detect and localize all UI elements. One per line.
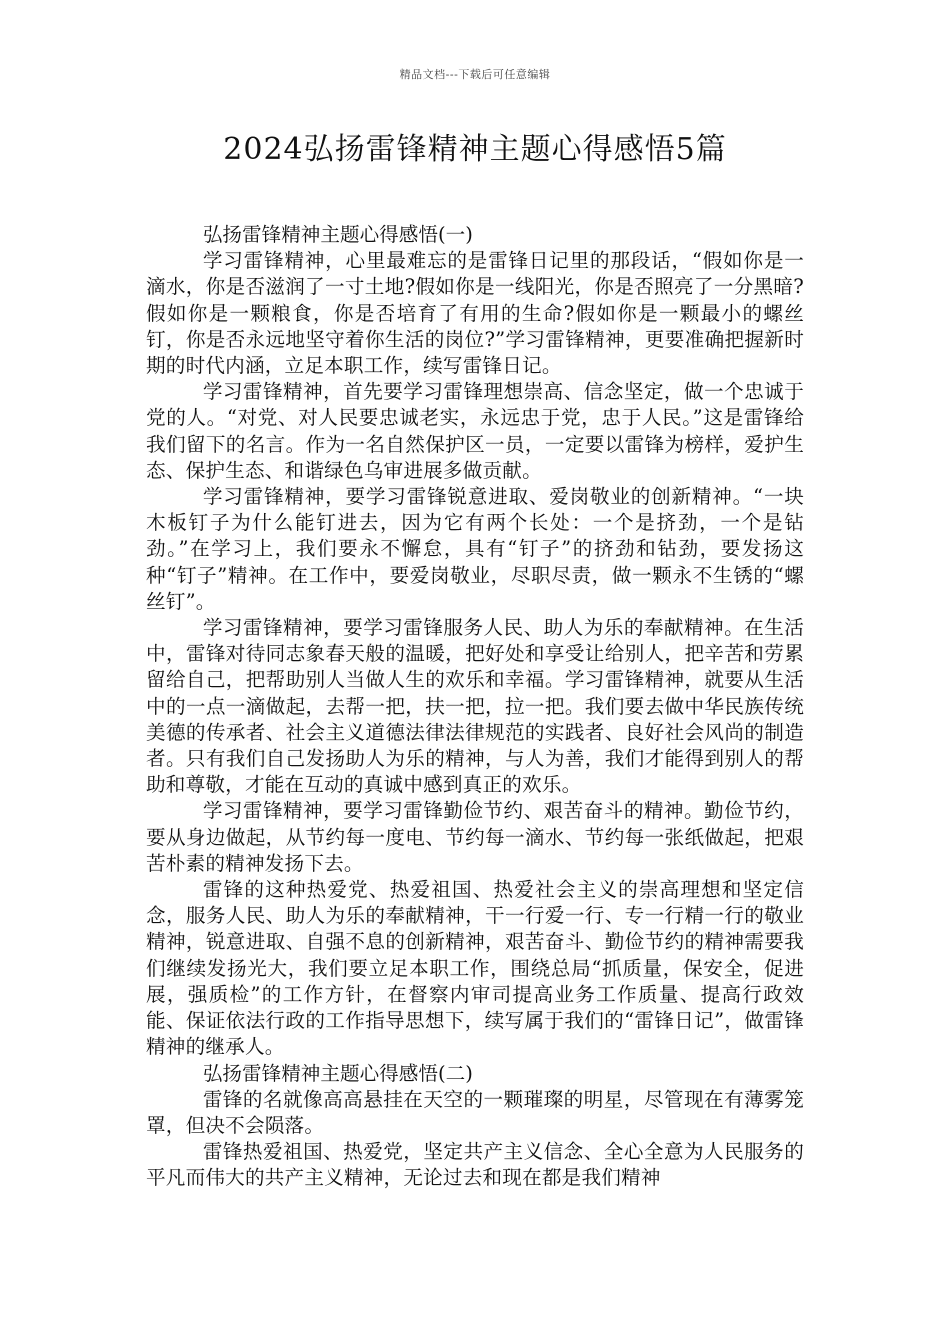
paragraph: 雷锋的这种热爱党、热爱祖国、热爱社会主义的崇高理想和坚定信念，服务人民、助人为乐的奉献精神，干一行爱一行、专一行精一行的敬业精神，锐意进取、自强不息的创新精神，艰苦奋斗、勤俭节约的精神需要我们继续发扬光大，我们要立足本职工作，围绕总局“抓质量，保安全，促进展，强质检”的工作方针，在督察内审司提高业务工作质量、提高行政效能、保证依法行政的工作指导思想下，续写属于我们的“雷锋日记”，做雷锋精神的继承人。 [146,878,804,1059]
document-body [146,222,804,1192]
paragraph: 学习雷锋精神，要学习雷锋勤俭节约、艰苦奋斗的精神。勤俭节约，要从身边做起，从节约每一度电、节约每一滴水、节约每一张纸做起，把艰苦朴素的精神发扬下去。 [146,799,804,875]
section-heading-2: 弘扬雷锋精神主题心得感悟(二) [202,1061,473,1085]
document-title: 2024弘扬雷锋精神主题心得感悟5篇 [223,132,727,167]
paragraph: 学习雷锋精神，心里最难忘的是雷锋日记里的那段话，“假如你是一滴水，你是否滋润了一寸土地?假如你是一线阳光，你是否照亮了一分黑暗?假如你是一颗粮食，你是否培育了有用的生命?假如你是一颗最小的螺丝钉，你是否永远地坚守着你生活的岗位?”学习雷锋精神，更要准确把握新时期的时代内涵，立足本职工作，续写雷锋日记。 [146,249,804,378]
paragraph: 学习雷锋精神，首先要学习雷锋理想崇高、信念坚定，做一个忠诚于党的人。“对党、对人民要忠诚老实，永远忠于党，忠于人民。”这是雷锋给我们留下的名言。作为一名自然保护区一员，一定要以雷锋为榜样，爱护生态、保护生态、和谐绿色乌审进展多做贡献。 [146,380,804,482]
section-heading-1: 弘扬雷锋精神主题心得感悟(一) [202,223,473,246]
header-note: 精品文档---下载后可任意编辑 [399,68,551,81]
paragraph: 雷锋的名就像高高悬挂在天空的一颗璀璨的明星，尽管现在有薄雾笼罩，但决不会陨落。 [146,1087,804,1137]
paragraph: 雷锋热爱祖国、热爱党，坚定共产主义信念、全心全意为人民服务的平凡而伟大的共产主义精神，无论过去和现在都是我们精神 [146,1140,804,1190]
paragraph: 学习雷锋精神，要学习雷锋锐意进取、爱岗敬业的创新精神。“一块木板钉子为什么能钉进去，因为它有两个长处：一个是挤劲，一个是钻劲。”在学习上，我们要永不懈怠，具有“钉子”的挤劲和钻劲，要发扬这种“钉子”精神。在工作中，要爱岗敬业，尽职尽责，做一颗永不生锈的“螺丝钉”。 [146,485,804,613]
paragraph: 学习雷锋精神，要学习雷锋服务人民、助人为乐的奉献精神。在生活中，雷锋对待同志象春天般的温暖，把好处和享受让给别人，把辛苦和劳累留给自己，把帮助别人当做人生的欢乐和幸福。学习雷锋精神，就要从生活中的一点一滴做起，去帮一把，扶一把，拉一把。我们要去做中华民族传统美德的传承者、社会主义道德法律法律规范的实践者、良好社会风尚的制造者。只有我们自己发扬助人为乐的精神，与人为善，我们才能得到别人的帮助和尊敬，才能在互动的真诚中感到真正的欢乐。 [146,616,804,797]
